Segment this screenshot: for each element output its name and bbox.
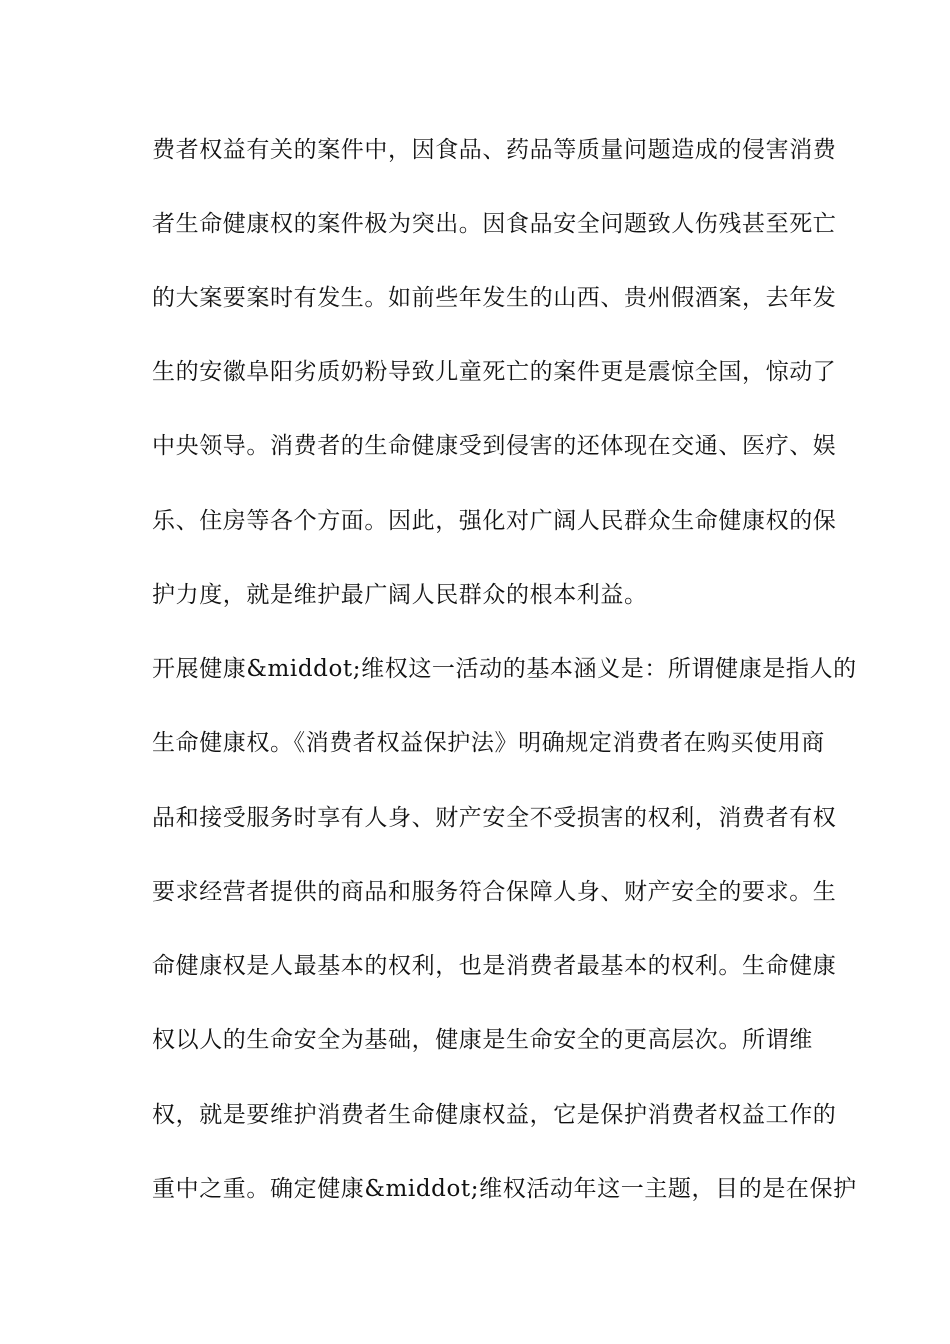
text-line: 命健康权是人最基本的权利，也是消费者最基本的权利。生命健康 [152, 953, 837, 979]
text-line: 费者权益有关的案件中，因食品、药品等质量问题造成的侵害消费 [152, 137, 837, 163]
text-line: 权以人的生命安全为基础，健康是生命安全的更高层次。所谓维 [152, 1027, 813, 1053]
text-line: 的大案要案时有发生。如前些年发生的山西、贵州假酒案，去年发 [152, 285, 837, 311]
text-line: 生命健康权。《消费者权益保护法》明确规定消费者在购买使用商 [152, 730, 825, 756]
text-line: 权，就是要维护消费者生命健康权益，它是保护消费者权益工作的 [152, 1102, 837, 1128]
text-line: 护力度，就是维护最广阔人民群众的根本利益。 [152, 582, 648, 608]
text-line: 中央领导。消费者的生命健康受到侵害的还体现在交通、医疗、娱 [152, 433, 837, 459]
text-line: 生的安徽阜阳劣质奶粉导致儿童死亡的案件更是震惊全国，惊动了 [152, 359, 837, 385]
text-line: 品和接受服务时享有人身、财产安全不受损害的权利，消费者有权 [152, 805, 837, 831]
text-line: 重中之重。确定健康&middot;维权活动年这一主题，目的是在保护 [152, 1176, 857, 1202]
text-line: 开展健康&middot;维权这一活动的基本涵义是：所谓健康是指人的 [152, 656, 857, 682]
text-line: 者生命健康权的案件极为突出。因食品安全问题致人伤残甚至死亡 [152, 211, 837, 237]
text-line: 乐、住房等各个方面。因此，强化对广阔人民群众生命健康权的保 [152, 508, 837, 534]
text-line: 要求经营者提供的商品和服务符合保障人身、财产安全的要求。生 [152, 879, 837, 905]
